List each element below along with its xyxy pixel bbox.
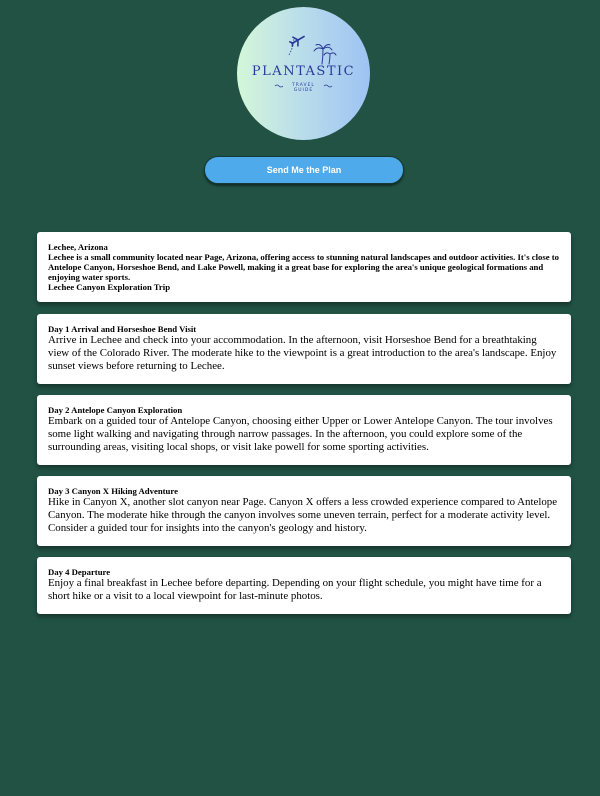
day-card <box>37 476 571 546</box>
brand-name: PLANTASTIC <box>251 64 356 79</box>
day-card <box>37 557 571 614</box>
day-description: Hike in Canyon X, another slot canyon near Page. Canyon X offers a less crowded experience compared to Antelope Canyon. The moderate hike through the canyon involves some uneven terrain, perfect for a moderate activity level. Consider a guided tour for insights into the canyon's geology and history. <box>48 496 558 534</box>
brand-subtitle-line1: TRAVEL <box>292 83 315 88</box>
brand-logo <box>237 7 370 140</box>
trip-name: Lechee Canyon Exploration Trip <box>48 282 171 292</box>
send-plan-button[interactable]: Send Me the Plan <box>204 156 404 184</box>
destination-description: Lechee is a small community located near Page, Arizona, offering access to stunning natural landscapes and outdoor activities. It's close to Antelope Canyon, Horseshoe Bend, and Lake Powell, making it a great base for exploring the area's unique geological formations and enjoying water sports. <box>48 252 560 282</box>
day-title: Day 4 Departure <box>48 567 111 577</box>
day-title: Day 2 Antelope Canyon Exploration <box>48 405 183 415</box>
brand-subtitle-line2: GUIDE <box>293 88 314 93</box>
day-title: Day 1 Arrival and Horseshoe Bend Visit <box>48 324 197 334</box>
destination-title: Lechee, Arizona <box>48 242 108 252</box>
destination-overview-card <box>37 232 571 302</box>
day-description: Embark on a guided tour of Antelope Canyon, choosing either Upper or Lower Antelope Canyon. The tour involves some light walking and navigating through narrow passages. In the afternoon, you could explore some of the surrounding areas, visiting local shops, or visit lake powell for some sporting activities. <box>48 415 553 453</box>
day-title: Day 3 Canyon X Hiking Adventure <box>48 486 178 496</box>
day-description: Arrive in Lechee and check into your accommodation. In the afternoon, visit Horseshoe Bend for a breathtaking view of the Colorado River. The moderate hike to the viewpoint is a great introduction to the area's landscape. Enjoy sunset views before returning to Lechee. <box>48 334 557 372</box>
day-card <box>37 395 571 465</box>
day-description: Enjoy a final breakfast in Lechee before departing. Depending on your flight schedule, you might have time for a short hike or a visit to a local viewpoint for last-minute photos. <box>48 577 542 602</box>
day-card <box>37 314 571 384</box>
